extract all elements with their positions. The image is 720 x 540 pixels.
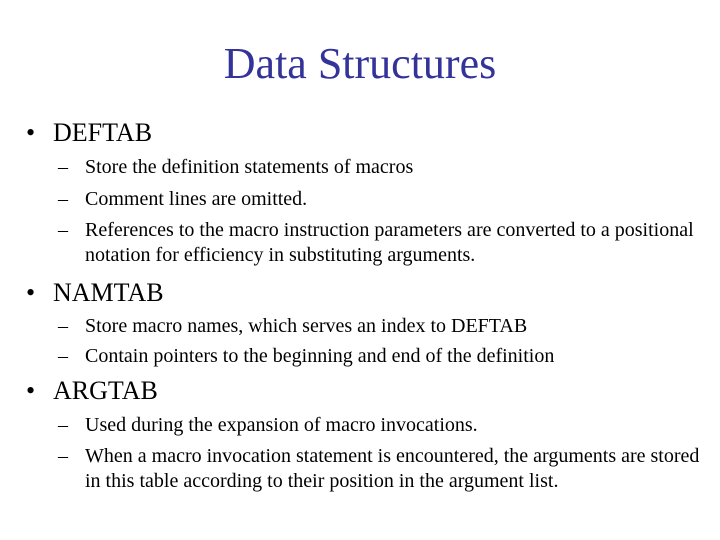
dash-icon: –: [58, 188, 68, 210]
sub-bullet: [58, 218, 708, 268]
bullet-deftab: [26, 118, 706, 148]
bullet-argtab: [26, 376, 706, 406]
dash-icon: –: [58, 315, 68, 337]
bullet-heading: NAMTAB: [53, 278, 164, 307]
dash-icon: –: [58, 156, 68, 178]
dash-icon: –: [58, 345, 68, 367]
bullet-heading: ARGTAB: [53, 376, 158, 405]
sub-bullet: [58, 155, 708, 180]
dash-icon: –: [58, 445, 68, 467]
sub-bullet: [58, 344, 708, 369]
bullet-namtab: [26, 278, 706, 308]
bullet-icon: •: [26, 118, 36, 147]
sub-bullet-text: Used during the expansion of macro invocations.: [85, 414, 478, 436]
sub-bullet: [58, 314, 708, 339]
bullet-icon: •: [26, 376, 36, 405]
sub-bullet-text: Contain pointers to the beginning and end of the definition: [85, 345, 555, 367]
sub-bullet-text: Store the definition statements of macros: [85, 156, 414, 178]
sub-bullet-text: Store macro names, which serves an index to DEFTAB: [85, 315, 528, 337]
sub-bullet-text: Comment lines are omitted.: [85, 188, 308, 210]
slide-title: Data Structures: [223, 39, 497, 88]
sub-bullet-text: When a macro invocation statement is encountered, the arguments are stored in this table according to their position in the argument list.: [85, 445, 700, 492]
dash-icon: –: [58, 414, 68, 436]
dash-icon: –: [58, 219, 68, 241]
sub-bullet: [58, 187, 708, 212]
sub-bullet: [58, 444, 708, 494]
bullet-icon: •: [26, 278, 36, 307]
bullet-heading: DEFTAB: [53, 118, 153, 147]
sub-bullet: [58, 413, 708, 438]
sub-bullet-text: References to the macro instruction parameters are converted to a positional notation for efficiency in substituting arguments.: [85, 219, 694, 266]
